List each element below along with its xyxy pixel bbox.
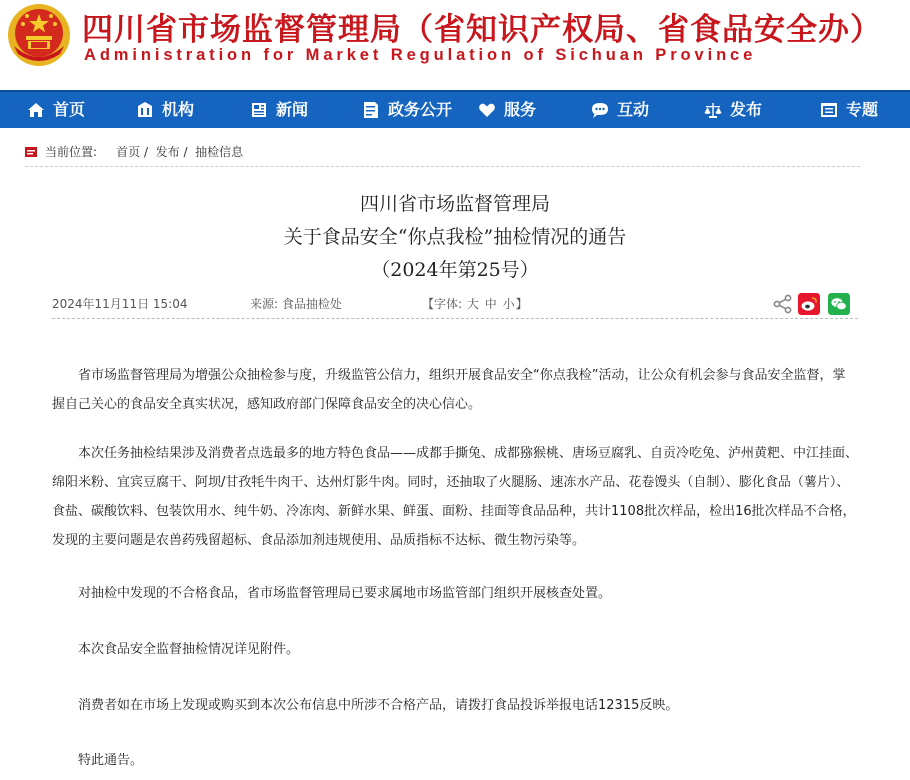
article-paragraph-4: 本次食品安全监督抽检情况详见附件。: [78, 642, 300, 657]
share-icon[interactable]: [772, 293, 794, 315]
site-header: [0, 0, 910, 90]
home-icon: [27, 101, 45, 119]
topic-icon: [820, 101, 838, 119]
news-icon: [250, 101, 268, 119]
national-emblem-icon[interactable]: [6, 2, 72, 68]
publish-date: 2024年11月11日 15:04: [52, 297, 188, 311]
main-nav: 首页 机构 新闻 政务公开 服务 互动 发布 专题: [0, 90, 910, 128]
site-title-english: Administration for Market Regulation of Sichuan Province: [84, 46, 757, 64]
chat-icon: [591, 101, 609, 119]
article-title-line3: （2024年第25号）: [371, 259, 539, 281]
font-size-large[interactable]: 大: [466, 297, 479, 311]
article-paragraph-3: 对抽检中发现的不合格食品，省市场监督管理局已要求属地市场监管部门组织开展核查处置。: [78, 586, 612, 601]
site-title: 四川省市场监督管理局（省知识产权局、省食品安全办）: [82, 12, 882, 48]
article-paragraph-6: 特此通告。: [78, 753, 144, 768]
source-value: 食品抽检处: [281, 297, 342, 311]
article-meta: [52, 290, 858, 319]
article-paragraph-1: 省市场监督管理局为增强公众抽检参与度，升级监管公信力，组织开展食品安全“你点我检”活动，让公众有机会参与食品安全监督，掌握自己关心的食品安全真实状况，感知政府部门保障食品安全的决心信心。: [52, 368, 846, 412]
font-size-medium[interactable]: 中: [484, 297, 497, 311]
article-title-line2: 关于食品安全“你点我检”抽检情况的通告: [283, 226, 627, 248]
font-size-small[interactable]: 小: [502, 297, 515, 311]
breadcrumb-prefix: 当前位置:: [45, 145, 98, 159]
article-paragraph-2: 本次任务抽检结果涉及消费者点选最多的地方特色食品——成都手撕兔、成都猕猴桃、唐场豆腐乳、自贡冷吃兔、泸州黄粑、中江挂面、绵阳米粉、宜宾豆腐干、阿坝/甘孜牦牛肉干、达州灯影牛肉。同时，还抽取了火腿肠、速冻水产品、花卷馒头（自制）、膨化食品（薯片）、食盐、碳酸饮料、包装饮用水、纯牛奶、冷冻肉、新鲜水果、鲜蛋、面粉、挂面等食品品种，共计1108批次样品，检出16批次样品不合格，发现的主要问题是农兽药残留超标、食品添加剂违规使用、品质指标不达标、微生物污染等。: [52, 446, 859, 548]
location-icon: [25, 147, 37, 157]
font-size-control: 【字体: 大 中 小】: [422, 297, 528, 311]
scales-icon: [704, 101, 722, 119]
document-icon: [362, 101, 380, 119]
breadcrumb-item-publish[interactable]: 发布: [155, 145, 180, 159]
article-paragraph-5: 消费者如在市场上发现或购买到本次公布信息中所涉不合格产品，请拨打食品投诉举报电话12315反映。: [78, 698, 679, 713]
article-source: 来源: 食品抽检处: [250, 297, 342, 311]
building-icon: [136, 101, 154, 119]
weibo-share-icon[interactable]: [798, 293, 820, 315]
article-title-line1: 四川省市场监督管理局: [359, 193, 550, 215]
breadcrumb: 当前位置: 首页 / 发布 / 抽检信息: [25, 140, 860, 167]
breadcrumb-item-home[interactable]: 首页: [116, 145, 141, 159]
handshake-icon: [478, 101, 496, 119]
breadcrumb-item-inspection[interactable]: 抽检信息: [195, 145, 244, 159]
wechat-share-icon[interactable]: [828, 293, 850, 315]
